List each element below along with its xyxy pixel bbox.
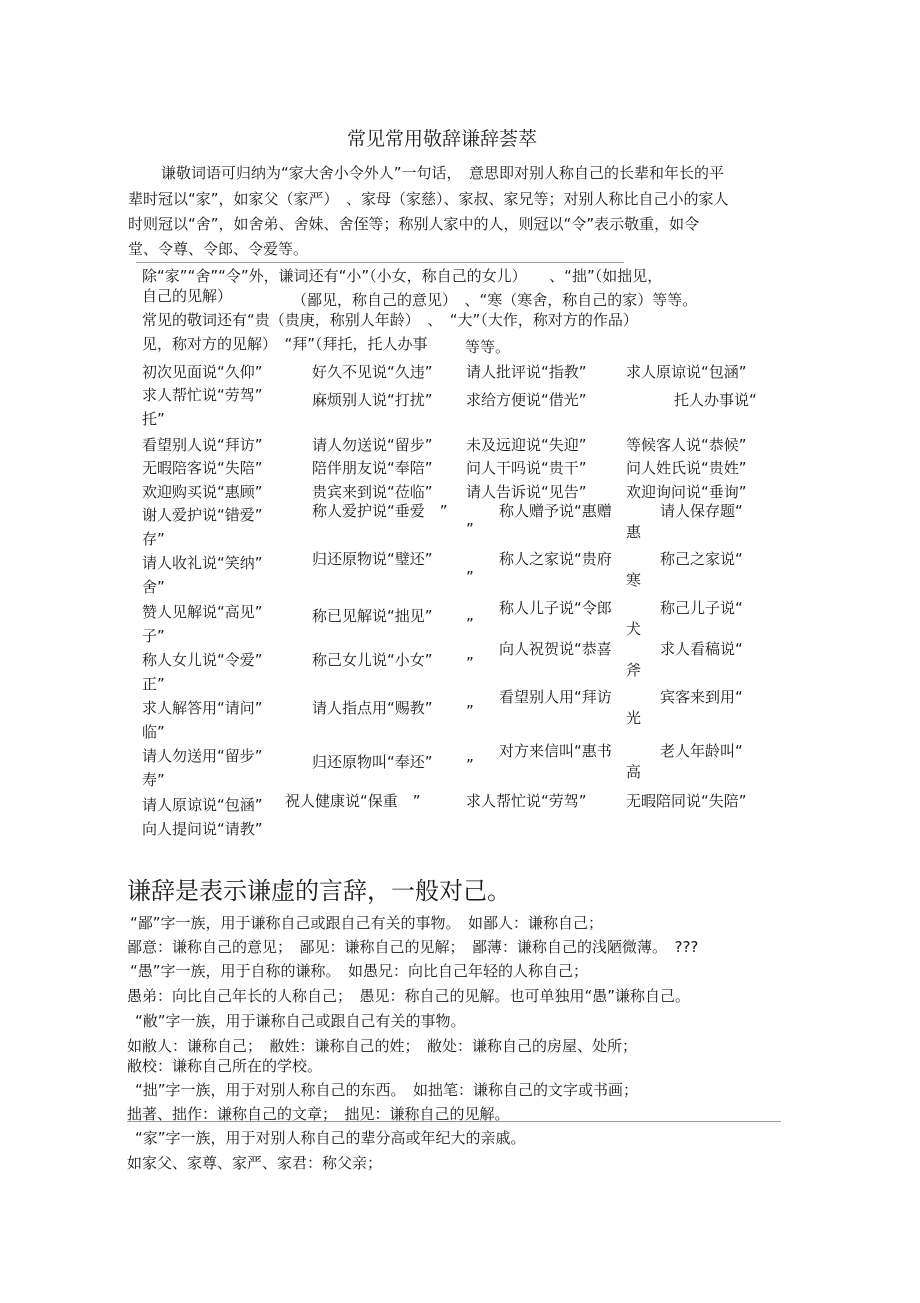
para-line: （鄙见，称自己的意见） 、“寒（寒舍，称自己的家）等等。 xyxy=(292,291,698,309)
table-cell: ” xyxy=(466,615,474,633)
table-cell: 惠 xyxy=(626,523,642,541)
table-cell: 谢人爱护说“错爱” xyxy=(142,506,263,524)
table-cell: 寒 xyxy=(626,571,642,589)
table-cell: 初次见面说“久仰” xyxy=(142,363,263,381)
table-cell: 请人勿送说“留步” xyxy=(312,436,433,454)
table-cell: 请人告诉说“见告” xyxy=(466,483,587,501)
table-cell: 称己儿子说“ xyxy=(660,599,743,617)
table-cell: 未及远迎说“失迎” xyxy=(466,436,587,454)
table-cell: 陪伴朋友说“奉陪” xyxy=(312,459,433,477)
table-cell: 称人赠予说“惠赠 xyxy=(499,502,612,520)
table-cell: 问人姓氏说“贵姓” xyxy=(626,459,747,477)
table-cell: 光 xyxy=(626,709,642,727)
table-cell: 欢迎询问说“垂询” xyxy=(626,483,747,501)
table-cell: 赞人见解说“高见” xyxy=(142,603,263,621)
table-cell: 请人原谅说“包涵” xyxy=(142,796,263,814)
text-line: 如敝人：谦称自己； 敝姓：谦称自己的姓； 敝处：谦称自己的房屋、处所； xyxy=(127,1037,638,1055)
table-cell: 向人祝贺说“恭喜 xyxy=(499,640,612,658)
para-line: 见，称对方的见解） “拜”（拜托，托人办事 xyxy=(142,335,428,353)
table-cell: 求人看稿说“ xyxy=(660,640,743,658)
intro-line: 时则冠以“舍”，如舍弟、舍妹、舍侄等；称别人家中的人，则冠以“令”表示敬重，如令 xyxy=(128,215,700,233)
text-line: “鄙”字一族，用于谦称自己或跟自己有关的事物。 如鄙人：谦称自己； xyxy=(130,914,604,932)
intro-line: 谦敬词语可归纳为“家大舍小令外人”一句话， 意思即对别人称自己的长辈和年长的平 xyxy=(161,164,725,182)
table-cell: 求人解答用“请问” xyxy=(142,699,263,717)
divider xyxy=(127,1121,781,1122)
table-cell: 称人之家说“贵府 xyxy=(499,550,612,568)
table-cell: 犬 xyxy=(626,620,642,638)
table-cell: 子” xyxy=(142,627,165,645)
text-line: 如家父、家尊、家严、家君：称父亲； xyxy=(127,1154,383,1172)
text-line: 鄙意：谦称自己的意见； 鄙见：谦称自己的见解； 鄙薄：谦称自己的浅陋微薄。 ??? xyxy=(127,938,699,956)
table-cell: 老人年龄叫“ xyxy=(660,742,743,760)
text-line: “敝”字一族，用于谦称自己或跟自己有关的事物。 xyxy=(135,1012,466,1030)
table-cell: 欢迎购买说“惠顾” xyxy=(142,483,263,501)
table-cell: 向人提问说“请教” xyxy=(142,820,263,838)
section-heading: 谦辞是表示谦虚的言辞，一般对己。 xyxy=(127,877,511,905)
text-line: “家”字一族，用于对别人称自己的辈分高或年纪大的亲戚。 xyxy=(135,1129,526,1147)
table-cell: 称人女儿说“令爱” xyxy=(142,651,263,669)
table-cell: 麻烦别人说“打扰” xyxy=(312,391,433,409)
table-cell: 问人干吗说“贵干” xyxy=(466,459,587,477)
page-title: 常见常用敬辞谦辞荟萃 xyxy=(347,128,538,150)
para-line: 等等。 xyxy=(465,338,511,356)
table-cell: ” xyxy=(466,756,474,774)
divider xyxy=(136,262,624,263)
table-cell: 寿” xyxy=(142,771,165,789)
table-cell: 好久不见说“久违” xyxy=(312,363,433,381)
table-cell: 请人勿送用“留步” xyxy=(142,747,263,765)
table-cell: 存” xyxy=(142,530,165,548)
table-cell: 舍” xyxy=(142,578,165,596)
table-cell: 对方来信叫“惠书 xyxy=(499,742,612,760)
table-cell: 祝人健康说“保重 ” xyxy=(285,792,421,810)
text-line: “拙”字一族，用于对别人称自己的东西。 如拙笔：谦称自己的文字或书画； xyxy=(135,1081,639,1099)
table-cell: 看望别人说“拜访” xyxy=(142,436,263,454)
table-cell: ” xyxy=(466,520,474,538)
table-cell: 高 xyxy=(626,763,642,781)
table-cell: 宾客来到用“ xyxy=(660,688,743,706)
table-cell: 无暇陪同说“失陪” xyxy=(626,792,747,810)
table-cell: 归还原物说“璧还” xyxy=(312,550,433,568)
table-cell: 托人办事说“ xyxy=(674,391,757,409)
table-cell: 无暇陪客说“失陪” xyxy=(142,459,263,477)
para-line: 除“家”“舍”“令”外，谦词还有“小”（小女，称自己的女儿） 、“拙”（如拙见， xyxy=(142,267,663,285)
text-line: 敝校：谦称自己所在的学校。 xyxy=(127,1057,323,1075)
table-cell: 等候客人说“恭候” xyxy=(626,436,747,454)
table-cell: 斧 xyxy=(626,661,642,679)
table-cell: 称己女儿说“小女” xyxy=(312,651,433,669)
table-cell: 求人帮忙说“劳驾” xyxy=(466,792,587,810)
text-line: 拙著、拙作：谦称自己的文章； 拙见：谦称自己的见解。 xyxy=(127,1105,510,1123)
text-line: 愚弟：向比自己年长的人称自己； 愚见：称自己的见解。也可单独用“愚”谦称自己。 xyxy=(127,987,691,1005)
table-cell: 称人爱护说“垂爱 ” xyxy=(312,502,448,520)
table-cell: 请人保存题“ xyxy=(660,502,743,520)
para-line: 常见的敬词还有“贵（贵庚，称别人年龄） 、 “大”（大作，称对方的作品） xyxy=(142,311,638,329)
table-cell: 称人儿子说“令郎 xyxy=(499,599,612,617)
table-cell: 请人批评说“指教” xyxy=(466,363,587,381)
table-cell: 称已见解说“拙见” xyxy=(312,607,433,625)
para-line: 自己的见解） xyxy=(142,287,233,305)
table-cell: 托” xyxy=(142,410,165,428)
table-cell: 求给方便说“借光” xyxy=(466,391,587,409)
table-cell: 请人指点用“赐教” xyxy=(312,699,433,717)
intro-line: 辈时冠以“家”，如家父（家严） 、家母（家慈）、家叔、家兄等；对别人称比自己小的家人 xyxy=(128,190,729,208)
text-line: “愚”字一族，用于自称的谦称。 如愚兄：向比自己年轻的人称自己； xyxy=(130,962,589,980)
table-cell: 称己之家说“ xyxy=(660,550,743,568)
table-cell: ” xyxy=(466,654,474,672)
table-cell: 正” xyxy=(142,675,165,693)
table-cell: 看望别人用“拜访 xyxy=(499,688,612,706)
table-cell: 临” xyxy=(142,723,165,741)
table-cell: ” xyxy=(466,568,474,586)
table-cell: 求人原谅说“包涵” xyxy=(626,363,747,381)
table-cell: 贵宾来到说“莅临” xyxy=(312,483,433,501)
table-cell: 归还原物叫“奉还” xyxy=(312,753,433,771)
table-cell: 请人收礼说“笑纳” xyxy=(142,554,263,572)
table-cell: 求人帮忙说“劳驾” xyxy=(142,386,263,404)
intro-line: 堂、令尊、令郎、令爱等。 xyxy=(128,240,309,258)
table-cell: ” xyxy=(466,702,474,720)
